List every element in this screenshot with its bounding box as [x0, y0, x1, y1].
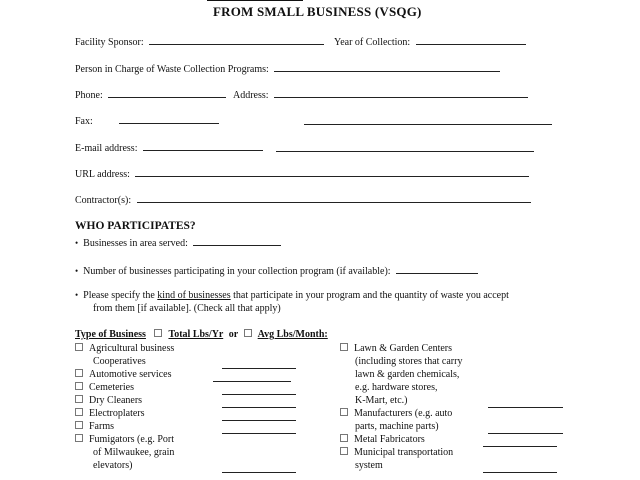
person-in-charge-input[interactable]	[274, 62, 500, 72]
contractors-row	[75, 193, 531, 206]
item-checkbox[interactable]	[75, 434, 83, 442]
url-row	[75, 167, 529, 180]
email-row	[75, 141, 263, 154]
quantity-line[interactable]	[222, 472, 296, 473]
item-checkbox[interactable]	[75, 369, 83, 377]
quantity-line[interactable]	[222, 394, 296, 395]
year-of-collection-row	[334, 35, 526, 48]
list-item-cont: system	[355, 460, 383, 471]
contractors-input[interactable]	[137, 193, 531, 203]
list-item-cont: lawn & garden chemicals,	[355, 369, 460, 380]
list-item: Agricultural business	[75, 343, 174, 354]
bullet: •	[75, 290, 79, 300]
list-item: Fumigators (e.g. Port	[75, 434, 174, 445]
address-input[interactable]	[274, 88, 528, 98]
email-input[interactable]	[143, 141, 263, 151]
list-item: Automotive services	[75, 369, 171, 380]
facility-sponsor-row	[75, 35, 324, 48]
facility-sponsor-label: Facility Sponsor:	[75, 37, 144, 48]
item-checkbox[interactable]	[340, 408, 348, 416]
phone-row	[75, 88, 226, 101]
list-item-cont: Cooperatives	[93, 356, 146, 367]
list-item: Manufacturers (e.g. auto	[340, 408, 452, 419]
businesses-participating-row	[75, 264, 478, 277]
quantity-line[interactable]	[488, 407, 563, 408]
quantity-line[interactable]	[222, 368, 296, 369]
list-item: Municipal transportation	[340, 447, 453, 458]
item-checkbox[interactable]	[75, 395, 83, 403]
email-label: E-mail address:	[75, 143, 138, 154]
form-title: FROM SMALL BUSINESS (VSQG)	[213, 4, 422, 19]
person-in-charge-row	[75, 62, 500, 75]
fax-row	[75, 114, 219, 127]
item-checkbox[interactable]	[340, 343, 348, 351]
list-item-cont: parts, machine parts)	[355, 421, 439, 432]
avg-lbs-header: Avg Lbs/Month:	[257, 329, 328, 340]
phone-label: Phone:	[75, 90, 103, 101]
item-checkbox[interactable]	[75, 421, 83, 429]
businesses-participating-label: Number of businesses participating in your collection program (if available):	[83, 266, 391, 277]
item-checkbox[interactable]	[75, 343, 83, 351]
item-checkbox[interactable]	[340, 447, 348, 455]
kind-of-businesses-text-pre: Please specify the	[83, 290, 158, 301]
url-label: URL address:	[75, 169, 130, 180]
businesses-in-area-input[interactable]	[193, 236, 281, 246]
list-item-cont: of Milwaukee, grain	[93, 447, 175, 458]
kind-of-businesses-link: kind of businesses	[157, 290, 231, 301]
quantity-line[interactable]	[483, 446, 557, 447]
year-of-collection-label: Year of Collection:	[334, 37, 411, 48]
person-in-charge-label: Person in Charge of Waste Collection Programs:	[75, 64, 269, 75]
url-input[interactable]	[135, 167, 529, 177]
item-checkbox[interactable]	[340, 434, 348, 442]
item-checkbox[interactable]	[75, 408, 83, 416]
list-item: Lawn & Garden Centers	[340, 343, 452, 354]
quantity-line[interactable]	[222, 420, 296, 421]
contractors-label: Contractor(s):	[75, 195, 132, 206]
list-item: Electroplaters	[75, 408, 145, 419]
quantity-line[interactable]	[222, 407, 296, 408]
fax-input[interactable]	[119, 114, 219, 124]
top-rule	[207, 0, 303, 1]
list-item-cont: e.g. hardware stores,	[355, 382, 438, 393]
list-item-cont: (including stores that carry	[355, 356, 463, 367]
businesses-in-area-row	[75, 236, 281, 249]
businesses-participating-input[interactable]	[396, 264, 478, 274]
bullet: •	[75, 266, 79, 276]
address-row	[233, 88, 528, 101]
who-participates-heading: WHO PARTICIPATES?	[75, 220, 196, 232]
total-lbs-checkbox[interactable]	[154, 329, 162, 337]
list-item: Cemeteries	[75, 382, 134, 393]
kind-of-businesses-line2: from them [if available]. (Check all that apply)	[93, 303, 281, 314]
list-item-cont: elevators)	[93, 460, 133, 471]
year-of-collection-input[interactable]	[416, 35, 526, 45]
item-checkbox[interactable]	[75, 382, 83, 390]
total-lbs-header: Total Lbs/Yr	[168, 329, 224, 340]
quantity-line[interactable]	[222, 433, 296, 434]
quantity-line[interactable]	[213, 381, 291, 382]
businesses-in-area-label: Businesses in area served:	[83, 238, 188, 249]
list-item: Metal Fabricators	[340, 434, 425, 445]
quantity-line[interactable]	[488, 433, 563, 434]
address-label: Address:	[233, 90, 269, 101]
kind-of-businesses-row	[75, 290, 509, 301]
address-line-2[interactable]	[304, 124, 552, 125]
list-item: Farms	[75, 421, 114, 432]
phone-input[interactable]	[108, 88, 226, 98]
facility-sponsor-input[interactable]	[149, 35, 324, 45]
list-item: Dry Cleaners	[75, 395, 142, 406]
type-of-business-header: Type of Business	[75, 329, 146, 340]
email-line-2[interactable]	[276, 151, 534, 152]
fax-label: Fax:	[75, 116, 93, 127]
business-table-header	[75, 329, 328, 340]
list-item-cont: K-Mart, etc.)	[355, 395, 408, 406]
avg-lbs-checkbox[interactable]	[244, 329, 252, 337]
or-text: or	[228, 329, 239, 340]
quantity-line[interactable]	[483, 472, 557, 473]
bullet: •	[75, 238, 79, 248]
kind-of-businesses-text-post: that participate in your program and the quantity of waste you accept	[230, 290, 509, 301]
